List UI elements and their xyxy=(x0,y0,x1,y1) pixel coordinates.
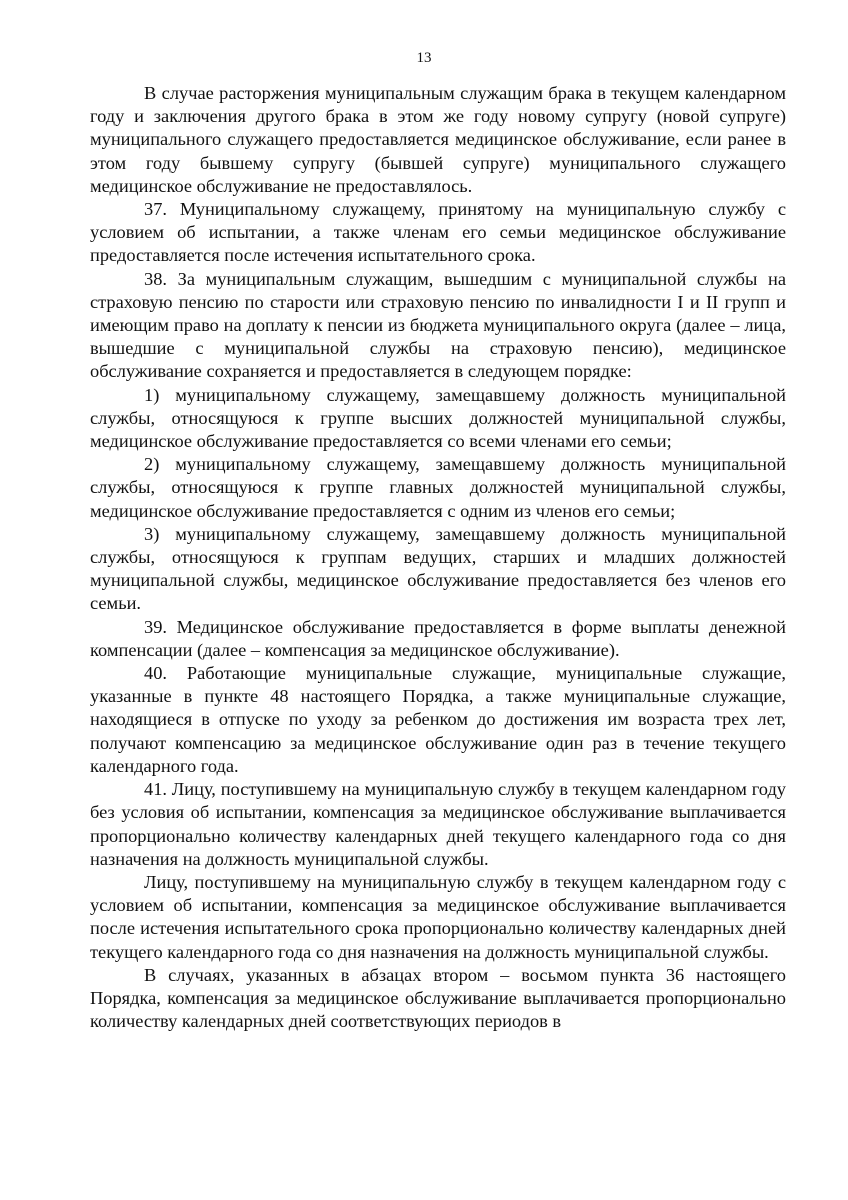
document-body xyxy=(90,82,786,1033)
paragraph-41-probation: Лицу, поступившему на муниципальную службу в текущем календарном году с условием об испытании, компенсация за медицинское обслуживание выплачивается после истечения испытательного срока пропорционально количеству календарных дней текущего календарного года со дня назначения на должность муниципальной службы. xyxy=(90,871,786,962)
paragraph-40: 40. Работающие муниципальные служащие, муниципальные служащие, указанные в пункте 48 настоящего Порядка, а также муниципальные служащие, находящиеся в отпуске по уходу за ребенком до достижения им возраста трех лет, получают компенсацию за медицинское обслуживание один раз в течение текущего календарного года. xyxy=(90,663,786,776)
paragraph-38-item-2: 2) муниципальному служащему, замещавшему должность муниципальной службы, относящуюся к группе главных должностей муниципальной службы, медицинское обслуживание предоставляется с одним из членов его семьи; xyxy=(90,454,786,521)
paragraph-37: 37. Муниципальному служащему, принятому на муниципальную службу с условием об испытании, а также членам его семьи медицинское обслуживание предоставляется после истечения испытательного срока. xyxy=(90,199,786,266)
paragraph-spouse-remarriage: В случае расторжения муниципальным служащим брака в текущем календарном году и заключения другого брака в этом же году новому супругу (новой супруге) муниципального служащего предоставляется медицинское обслуживание, если ранее в этом году бывшему супругу (бывшей супруге) муниципального служащего медицинское обслуживание не предоставлялось. xyxy=(90,83,786,196)
paragraph-41: 41. Лицу, поступившему на муниципальную службу в текущем календарном году без условия об испытании, компенсация за медицинское обслуживание выплачивается пропорционально количеству календарных дней текущего календарного года со дня назначения на должность муниципальной службы. xyxy=(90,779,786,869)
paragraph-36-cases: В случаях, указанных в абзацах втором – восьмом пункта 36 настоящего Порядка, компенсация за медицинское обслуживание выплачивается пропорционально количеству календарных дней соответствующих периодов в xyxy=(90,964,786,1032)
paragraph-38-item-1: 1) муниципальному служащему, замещавшему должность муниципальной службы, относящуюся к группе высших должностей муниципальной службы, медицинское обслуживание предоставляется со всеми членами его семьи; xyxy=(90,384,786,452)
paragraph-38-item-3: 3) муниципальному служащему, замещавшему должность муниципальной службы, относящуюся к группам ведущих, старших и младших должностей муниципальной службы, медицинское обслуживание предоставляется без членов его семьи. xyxy=(90,523,786,614)
page-number: 13 xyxy=(416,50,432,66)
paragraph-38: 38. За муниципальным служащим, вышедшим с муниципальной службы на страховую пенсию по старости или страховую пенсию по инвалидности I и II групп и имеющим право на доплату к пенсии из бюджета муниципального округа (далее – лица, вышедшие с муниципальной службы на страховую пенсию), медицинское обслуживание сохраняется и предоставляется в следующем порядке: xyxy=(90,268,786,382)
paragraph-39: 39. Медицинское обслуживание предоставляется в форме выплаты денежной компенсации (далее – компенсация за медицинское обслуживание). xyxy=(90,616,786,660)
